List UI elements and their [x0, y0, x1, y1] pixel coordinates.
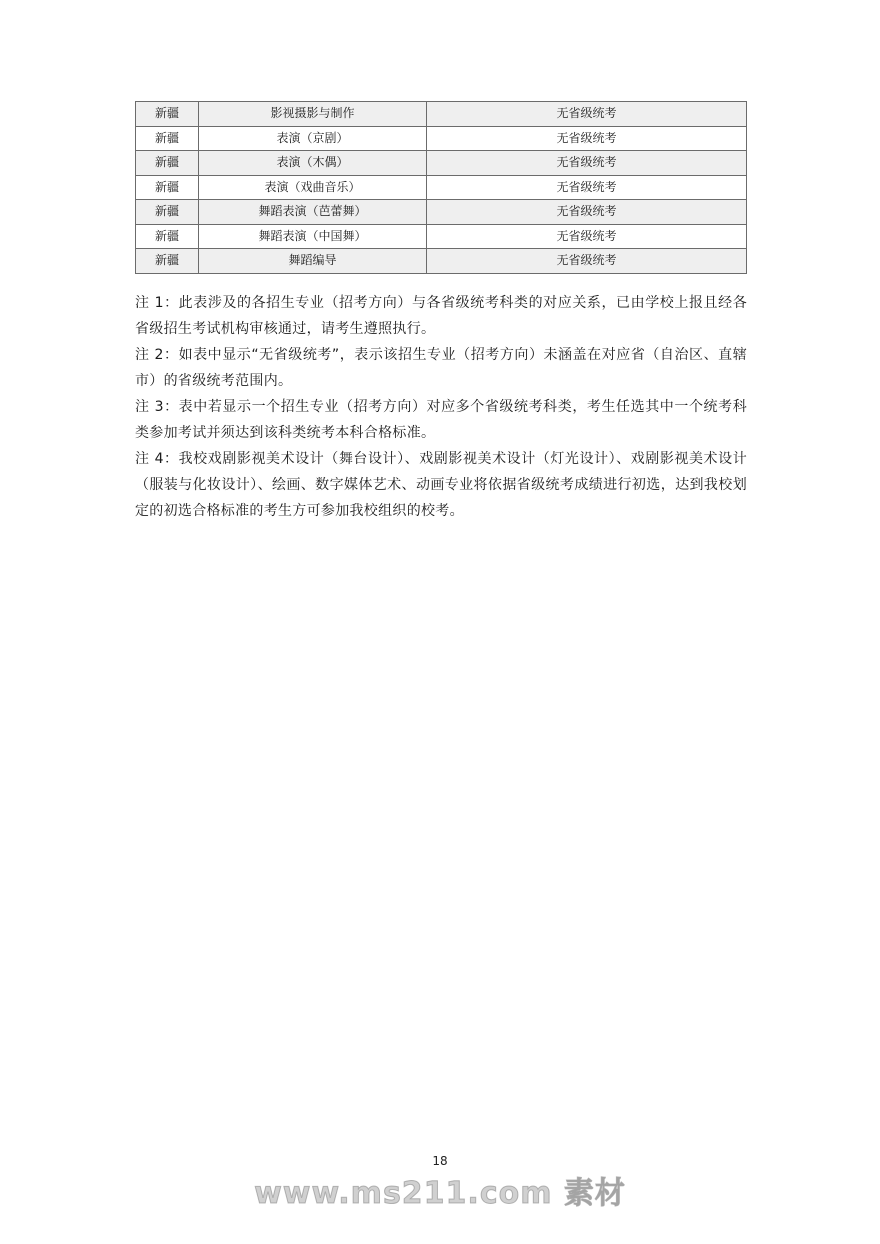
major-cell: 舞蹈编导	[199, 249, 427, 274]
province-cell: 新疆	[136, 200, 199, 225]
note-4: 注 4：我校戏剧影视美术设计（舞台设计）、戏剧影视美术设计（灯光设计）、戏剧影视美术设计（服装与化妆设计）、绘画、数字媒体艺术、动画专业将依据省级统考成绩进行初选，达到我校划定的初选合格标准的考生方可参加我校组织的校考。	[135, 451, 747, 519]
table-row	[136, 102, 747, 127]
province-cell: 新疆	[136, 102, 199, 127]
major-cell: 表演（木偶）	[199, 151, 427, 176]
note-3: 注 3：表中若显示一个招生专业（招考方向）对应多个省级统考科类，考生任选其中一个统考科类参加考试并须达到该科类统考本科合格标准。	[135, 399, 747, 441]
province-cell: 新疆	[136, 151, 199, 176]
watermark: www.ms211.com 素材	[254, 1176, 626, 1211]
exam-cell: 无省级统考	[427, 200, 747, 225]
major-cell: 舞蹈表演（芭蕾舞）	[199, 200, 427, 225]
table-row	[136, 224, 747, 249]
note-1: 注 1：此表涉及的各招生专业（招考方向）与各省级统考科类的对应关系，已由学校上报且经各省级招生考试机构审核通过，请考生遵照执行。	[135, 295, 747, 337]
notes-section	[135, 290, 747, 524]
table-row	[136, 151, 747, 176]
table-row	[136, 249, 747, 274]
province-cell: 新疆	[136, 249, 199, 274]
exam-cell: 无省级统考	[427, 175, 747, 200]
page-number: 18	[432, 1154, 448, 1168]
exam-cell: 无省级统考	[427, 126, 747, 151]
note-2: 注 2：如表中显示“无省级统考”，表示该招生专业（招考方向）未涵盖在对应省（自治区、直辖市）的省级统考范围内。	[135, 347, 747, 389]
exam-mapping-table	[135, 101, 747, 274]
major-cell: 影视摄影与制作	[199, 102, 427, 127]
exam-cell: 无省级统考	[427, 151, 747, 176]
major-cell: 表演（京剧）	[199, 126, 427, 151]
province-cell: 新疆	[136, 126, 199, 151]
table-body	[136, 102, 747, 274]
exam-cell: 无省级统考	[427, 224, 747, 249]
exam-cell: 无省级统考	[427, 249, 747, 274]
major-cell: 表演（戏曲音乐）	[199, 175, 427, 200]
exam-cell: 无省级统考	[427, 102, 747, 127]
major-cell: 舞蹈表演（中国舞）	[199, 224, 427, 249]
table-row	[136, 126, 747, 151]
table-row	[136, 175, 747, 200]
province-cell: 新疆	[136, 224, 199, 249]
province-cell: 新疆	[136, 175, 199, 200]
table-row	[136, 200, 747, 225]
